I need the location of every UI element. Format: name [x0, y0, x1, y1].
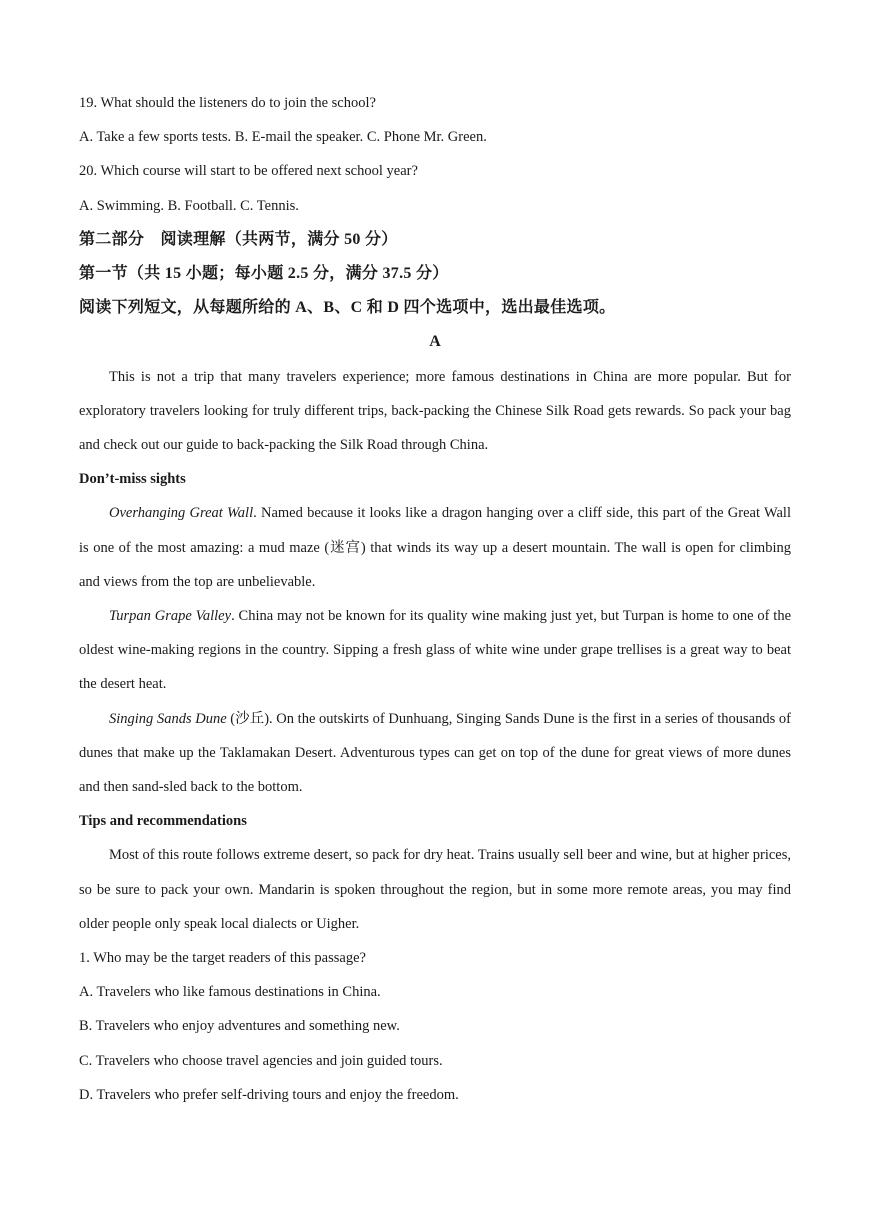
- question-19-options: A. Take a few sports tests. B. E-mail the speaker. C. Phone Mr. Green.: [79, 129, 487, 146]
- passage-label: A: [429, 333, 441, 351]
- tips-paragraph: Most of this route follows extreme desert, so pack for dry heat. Trains usually sell beer and wine, but at higher prices, so be sure to pack your own. Mandarin is spoken throughout the region, but in some more remote areas, you may find older people only speak local dialects or Uigher.: [79, 847, 791, 932]
- question-1-option: B. Travelers who enjoy adventures and something new.: [79, 1018, 400, 1035]
- sight-name: Singing Sands Dune: [109, 710, 227, 727]
- sight-description: (沙丘). On the outskirts of Dunhuang, Singing Sands Dune is the first in a series of thousands of dunes that make up the Taklamakan Desert. Adventurous types can get on top of the dune for great views of more dunes and then sand-sled back to the bottom.: [79, 710, 791, 796]
- question-1-stem: 1. Who may be the target readers of this passage?: [79, 950, 366, 967]
- sight-name: Turpan Grape Valley: [109, 608, 232, 625]
- sight-description: . China may not be known for its quality wine making just yet, but Turpan is home to one of the oldest wine-making regions in the country. Sipping a fresh glass of white wine under grape trellises is a great way to beat the desert heat.: [79, 608, 792, 693]
- instructions: 阅读下列短文，从每题所给的 A、B、C 和 D 四个选项中，选出最佳选项。: [79, 299, 616, 317]
- tips-heading: Tips and recommendations: [79, 813, 247, 830]
- question-1-option: A. Travelers who like famous destinations in China.: [79, 984, 381, 1001]
- sight-description: . Named because it looks like a dragon hanging over a cliff side, this part of the Great Wall is one of the most amazing: a mud maze (迷宫) that winds its way up a desert mountain. The wall is open for climbing and views from the top are unbelievable.: [79, 505, 791, 590]
- question-20: 20. Which course will start to be offered next school year?: [79, 163, 418, 180]
- section-subtitle: 第一节（共 15 小题；每小题 2.5 分，满分 37.5 分）: [79, 265, 449, 283]
- question-1-option: C. Travelers who choose travel agencies and join guided tours.: [79, 1052, 443, 1069]
- sight-name: Overhanging Great Wall: [109, 505, 254, 522]
- exam-page: [79, 86, 791, 1112]
- sights-heading: Don’t-miss sights: [79, 471, 186, 488]
- sight-paragraph: [79, 702, 791, 805]
- sight-paragraph: [79, 599, 791, 702]
- passage-intro: This is not a trip that many travelers experience; more famous destinations in China are more popular. But for exploratory travelers looking for truly different trips, back-packing the Chinese Silk Road gets rewards. So pack your bag and check out our guide to back-packing the Silk Road through China.: [79, 368, 791, 454]
- part-title: 第二部分 阅读理解（共两节，满分 50 分）: [79, 230, 398, 248]
- question-20-options: A. Swimming. B. Football. C. Tennis.: [79, 197, 299, 214]
- question-19: 19. What should the listeners do to join the school?: [79, 95, 376, 111]
- question-1-option: D. Travelers who prefer self-driving tours and enjoy the freedom.: [79, 1086, 459, 1103]
- sight-paragraph: [79, 496, 791, 599]
